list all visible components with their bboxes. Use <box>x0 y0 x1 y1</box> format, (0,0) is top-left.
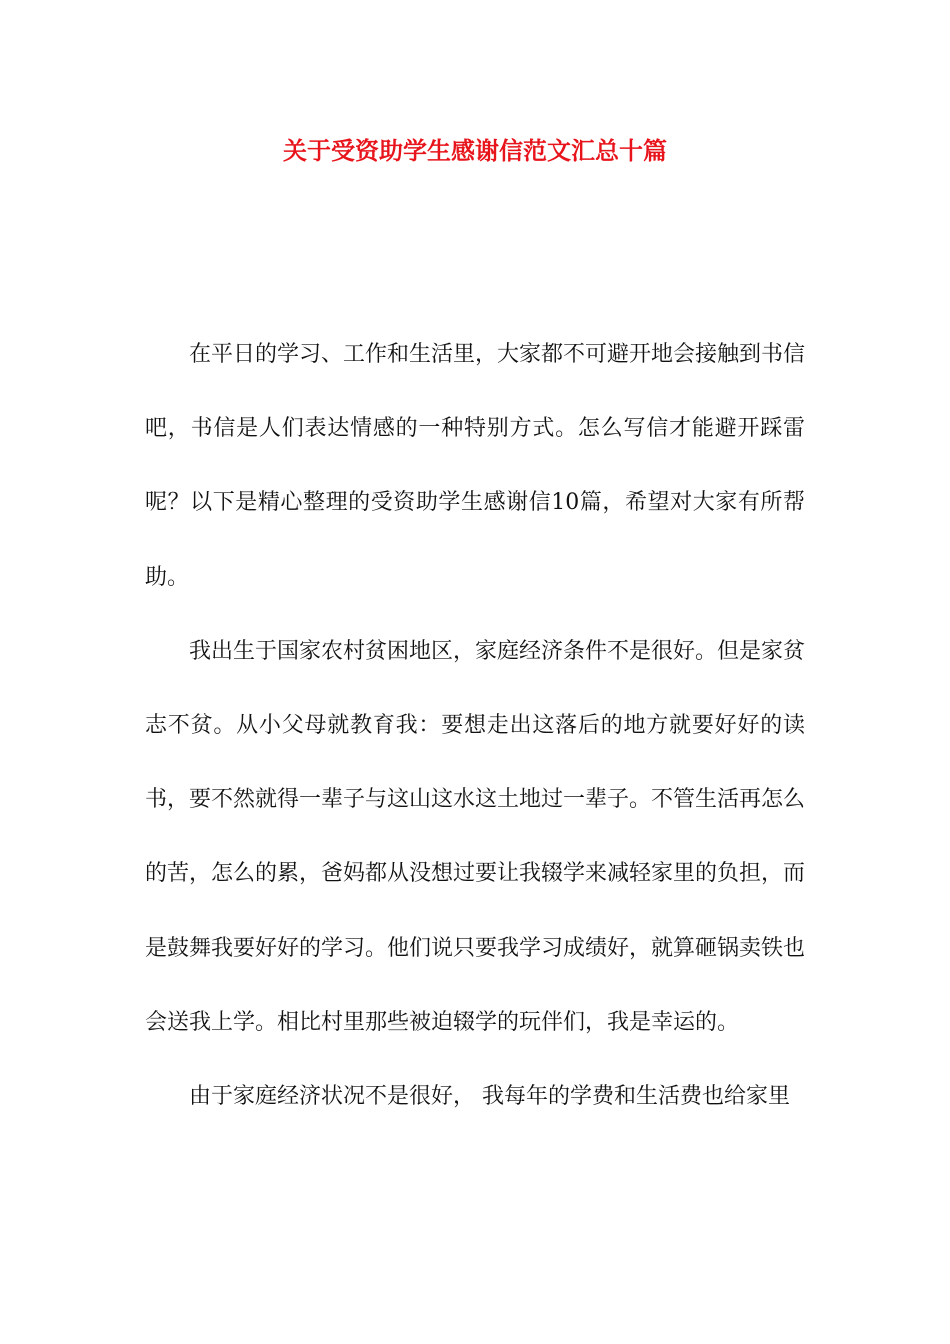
document-body <box>145 318 805 1134</box>
paragraph-3: 由于家庭经济状况不是很好， 我每年的学费和生活费也给家里 <box>189 1084 790 1110</box>
paragraph-2: 我出生于国家农村贫困地区，家庭经济条件不是很好。但是家贫志不贫。从小父母就教育我：要想走出这落后的地方就要好好的读书，要不然就得一辈子与这山这水这土地过一辈子。不管生活再怎么的苦，怎么的累，爸妈都从没想过要让我辍学来减轻家里的负担，而是鼓舞我要好好的学习。他们说只要我学习成绩好，就算砸锅卖铁也会送我上学。相比村里那些被迫辍学的玩伴们，我是幸运的。 <box>145 638 806 1035</box>
document-title: 关于受资助学生感谢信范文汇总十篇 <box>283 136 667 165</box>
paragraph-1: 在平日的学习、工作和生活里，大家都不可避开地会接触到书信吧，书信是人们表达情感的一种特别方式。怎么写信才能避开踩雷呢？以下是精心整理的受资助学生感谢信10篇，希望对大家有所帮助。 <box>145 342 806 590</box>
